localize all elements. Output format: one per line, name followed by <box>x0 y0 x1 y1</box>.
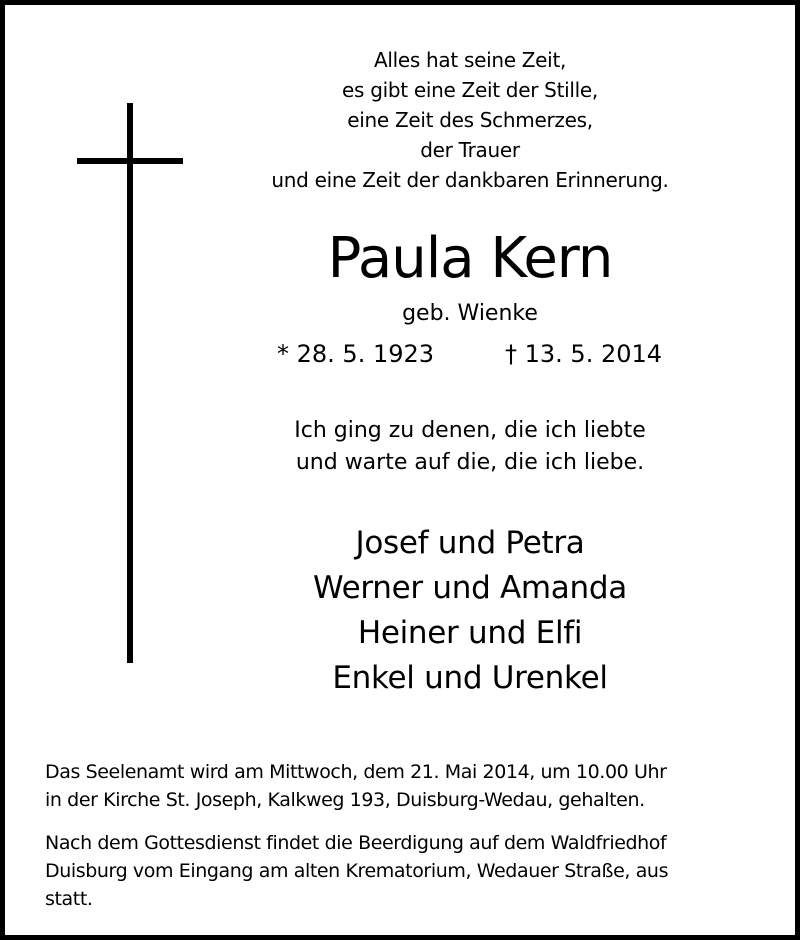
burial-notice <box>45 829 775 913</box>
poem-line: es gibt eine Zeit der Stille, <box>342 78 598 102</box>
poem-line: und eine Zeit der dankbaren Erinnerung. <box>271 168 669 192</box>
poem-line: Alles hat seine Zeit, <box>373 48 567 72</box>
notice-line: statt. <box>45 888 93 910</box>
mourner-line: Josef und Petra <box>355 525 585 561</box>
opening-poem <box>205 45 735 195</box>
maiden-name: geb. Wienke <box>402 301 538 326</box>
notice-line: Nach dem Gottesdienst findet die Beerdigung auf dem Waldfriedhof <box>45 832 667 854</box>
mourner-line: Werner und Amanda <box>313 570 627 606</box>
cross-vertical-bar <box>127 103 133 663</box>
mourner-line: Heiner und Elfi <box>357 615 583 651</box>
life-dates <box>205 339 735 369</box>
birth-date: * 28. 5. 1923 <box>277 340 435 368</box>
deceased-name: Paula Kern <box>327 226 613 291</box>
poem-line: eine Zeit des Schmerzes, <box>347 108 593 132</box>
service-notice <box>45 758 775 814</box>
memorial-quote <box>205 415 735 479</box>
notice-line: Das Seelenamt wird am Mittwoch, dem 21. Mai 2014, um 10.00 Uhr <box>45 761 667 783</box>
mourner-line: Enkel und Urenkel <box>332 660 608 696</box>
death-date: † 13. 5. 2014 <box>505 340 663 368</box>
poem-line: der Trauer <box>420 138 520 162</box>
quote-line: und warte auf die, die ich liebe. <box>295 450 645 475</box>
quote-line: Ich ging zu denen, die ich liebte <box>294 418 646 443</box>
mourners-list <box>205 521 735 701</box>
notice-line: in der Kirche St. Joseph, Kalkweg 193, Duisburg-Wedau, gehalten. <box>45 789 645 811</box>
cross-horizontal-bar <box>77 158 183 164</box>
notice-line: Duisburg vom Eingang am alten Krematorium, Wedauer Straße, aus <box>45 860 669 882</box>
